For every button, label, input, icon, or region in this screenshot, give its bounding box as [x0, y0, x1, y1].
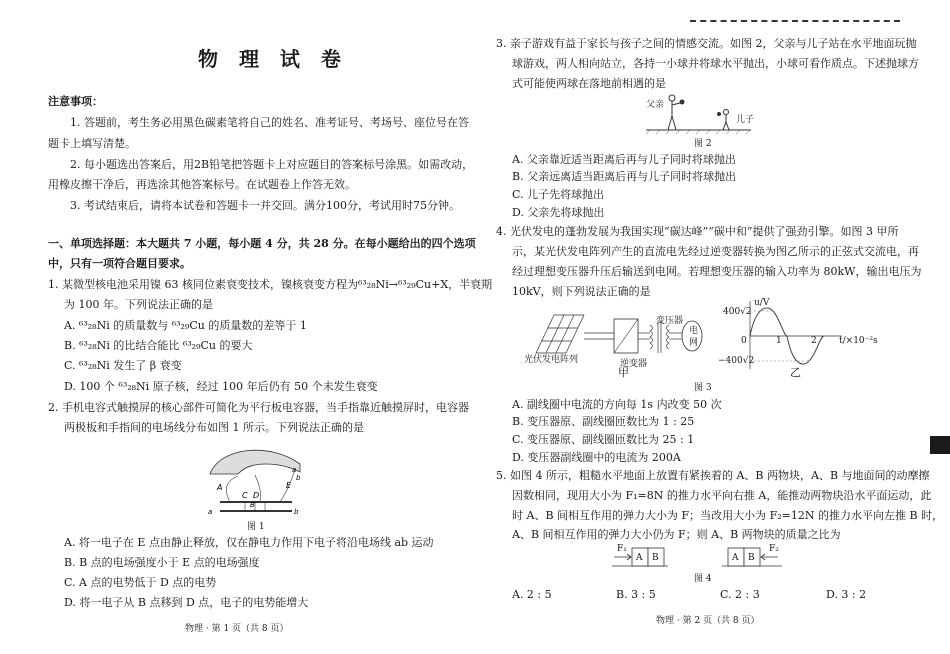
section-heading: 一、单项选择题：本大题共 7 小题，每小题 4 分，共 28 分。在每小题给出的四个选项 — [48, 237, 476, 250]
question-4-option: B. 变压器原、副线圈匝数比为 1 : 25 — [512, 415, 695, 428]
origin-label: 0 — [741, 336, 747, 346]
block-b-label: B — [652, 553, 659, 563]
peak-label: 400√2 — [723, 307, 752, 317]
tick-2: 2 — [811, 336, 817, 346]
son-ball — [717, 112, 721, 116]
page-footer: 物理 · 第 2 页（共 8 页） — [656, 616, 760, 626]
grid-label-2: 网 — [689, 338, 699, 348]
father-ball — [680, 100, 685, 105]
question-4-option: A. 副线圈中电流的方向每 1s 内改变 50 次 — [512, 398, 722, 411]
question-3-option: A. 父亲靠近适当距离后再与儿子同时将球抛出 — [512, 153, 736, 166]
solar-array — [536, 315, 584, 353]
question-3-stem: 式可能使两球在落地前相遇的是 — [512, 77, 666, 90]
question-5-option: B. 3 : 5 — [616, 588, 656, 601]
question-3-option: D. 父亲先将球抛出 — [512, 206, 605, 219]
figure-3-jia-label: 甲 — [618, 366, 629, 379]
block-a-label: A — [732, 553, 739, 563]
father-head — [669, 95, 675, 101]
question-5-option: C. 2 : 3 — [720, 588, 760, 601]
svg-text:E: E — [286, 481, 292, 490]
figure-3-caption: 图 3 — [694, 383, 712, 393]
question-2-option: D. 将一电子从 B 点移到 D 点，电子的电势能增大 — [64, 596, 309, 609]
trough-label: −400√2 — [718, 356, 755, 366]
question-1-option: C. ⁶³₂₈Ni 发生了 β 衰变 — [64, 359, 182, 372]
question-2-option: B. B 点的电场强度小于 E 点的电场强度 — [64, 556, 260, 569]
inverter-label: 逆变器 — [620, 359, 648, 369]
notice-line: 3. 考试结束后，请将本试卷和答题卡一并交回。满分100分，考试用时75分钟。 — [70, 199, 460, 212]
notice-line: 2. 每小题选出答案后，用2B铅笔把答题卡上对应题目的答案标号涂黑。如需改动， — [70, 158, 474, 171]
question-2-stem: 2. 手机电容式触摸屏的核心部件可简化为平行板电容器，当手指靠近触摸屏时，电容器 — [48, 401, 469, 414]
svg-text:A: A — [217, 483, 223, 492]
svg-text:b: b — [296, 474, 301, 482]
question-3-stem: 球游戏，两人相向站立，各持一小球并将球水平抛出，小球可看作质点。下述抛球方 — [512, 57, 919, 70]
question-3-option: B. 父亲远离适当距离后再与儿子同时将球抛出 — [512, 170, 737, 183]
question-5-stem: A、B 间相互作用的弹力大小仍为 F；则 A、B 两物块的质量之比为 — [512, 528, 841, 541]
notice-line: 1. 答题前，考生务必用黑色碳素笔将自己的姓名、准考证号、考场号、座位号在答 — [70, 116, 469, 129]
question-5-stem: 因数相同，现用大小为 F₁=8N 的推力水平向右推 A，能推动两物块沿水平面运动，此 — [512, 489, 932, 502]
question-5-stem: 5. 如图 4 所示，粗糙水平地面上放置有紧挨着的 A、B 两物块，A、B 与地面间的动摩擦 — [496, 469, 930, 482]
figure-4-caption: 图 4 — [694, 574, 712, 584]
question-1-stem: 1. 某微型核电池采用镍 63 核同位素衰变技术，镍核衰变方程为⁶³₂₈Ni→⁶³₂₉Cu+X，半衰期 — [48, 278, 493, 291]
tick-1: 1 — [776, 336, 782, 346]
notice-heading: 注意事项： — [48, 95, 103, 108]
question-5-stem: 时 A、B 间相互作用的弹力大小为 F；当改用大小为 F₂=12N 的推力水平向左推 B 时， — [512, 509, 944, 522]
svg-text:D: D — [253, 491, 260, 500]
figure-2-caption: 图 2 — [694, 139, 712, 149]
question-4-stem: 示，某光伏发电阵列产生的直流电先经过逆变器转换为图乙所示的正弦式交流电，再 — [512, 245, 919, 258]
question-3-stem: 3. 亲子游戏有益于家长与孩子之间的情感交流。如图 2，父亲与儿子站在水平地面玩抛 — [496, 37, 917, 50]
page-title: 物 理 试 卷 — [198, 47, 348, 71]
f1-label: F₁ — [617, 544, 627, 554]
son-label: 儿子 — [736, 115, 755, 125]
svg-text:B: B — [250, 501, 255, 509]
father-label: 父亲 — [646, 100, 665, 110]
f2-label: F₂ — [769, 544, 779, 554]
question-2-stem: 两极板和手指间的电场线分布如图 1 所示。下列说法正确的是 — [64, 421, 364, 434]
question-1-option: B. ⁶³₂₈Ni 的比结合能比 ⁶³₂₉Cu 的要大 — [64, 339, 253, 352]
notice-line: 用橡皮擦干净后，再选涂其他答案标号。在试题卷上作答无效。 — [48, 178, 356, 191]
figure-1-capacitor — [200, 442, 310, 520]
u-axis-label: u/V — [754, 298, 770, 308]
question-1-option: D. 100 个 ⁶³₂₈Ni 原子核，经过 100 年后仍有 50 个未发生衰变 — [64, 380, 378, 393]
question-4-option: C. 变压器原、副线圈匝数比为 25 : 1 — [512, 433, 695, 446]
block-a-label: A — [636, 553, 643, 563]
question-3-option: C. 儿子先将球抛出 — [512, 188, 605, 201]
question-2-option: A. 将一电子在 E 点由静止释放，仅在静电力作用下电子将沿电场线 ab 运动 — [64, 536, 434, 549]
svg-text:a: a — [208, 508, 213, 516]
question-2-option: C. A 点的电势低于 D 点的电势 — [64, 576, 217, 589]
page-footer: 物理 · 第 1 页（共 8 页） — [185, 624, 289, 634]
question-5-option: A. 2 : 5 — [512, 588, 552, 601]
figure-4-blocks — [606, 540, 796, 570]
transformer-label: 变压器 — [656, 316, 684, 326]
question-5-option: D. 3 : 2 — [826, 588, 867, 601]
svg-text:a: a — [292, 466, 297, 474]
svg-text:b: b — [294, 508, 299, 516]
question-4-option: D. 变压器副线圈中的电流为 200A — [512, 451, 681, 464]
notice-line: 题卡上填写清楚。 — [48, 137, 136, 150]
array-label: 光伏发电阵列 — [524, 355, 579, 365]
grid-label-1: 电 — [689, 326, 699, 336]
block-b-label: B — [748, 553, 755, 563]
question-1-option: A. ⁶³₂₈Ni 的质量数与 ⁶³₂₉Cu 的质量数的差等于 1 — [64, 319, 307, 332]
son-head — [724, 110, 729, 115]
figure-3-yi-label: 乙 — [790, 366, 801, 379]
question-4-stem: 10kV，则下列说法正确的是 — [512, 285, 651, 298]
figure-1-caption: 图 1 — [247, 522, 265, 532]
section-heading: 中，只有一项符合题目要求。 — [48, 257, 191, 270]
question-4-stem: 4. 光伏发电的蓬勃发展为我国实现“碳达峰”“碳中和”提供了强劲引擎。如图 3 甲所 — [496, 225, 899, 238]
side-tab-marker — [930, 436, 950, 454]
svg-text:C: C — [242, 491, 248, 500]
t-axis-label: t/×10⁻²s — [839, 336, 878, 346]
question-4-stem: 经过理想变压器升压后输送到电网。若理想变压器的输入功率为 80kW，输出电压为 — [512, 265, 922, 278]
page-top-dashes — [690, 20, 900, 22]
question-1-stem: 为 100 年。下列说法正确的是 — [64, 298, 213, 311]
finger-shape — [210, 450, 300, 474]
